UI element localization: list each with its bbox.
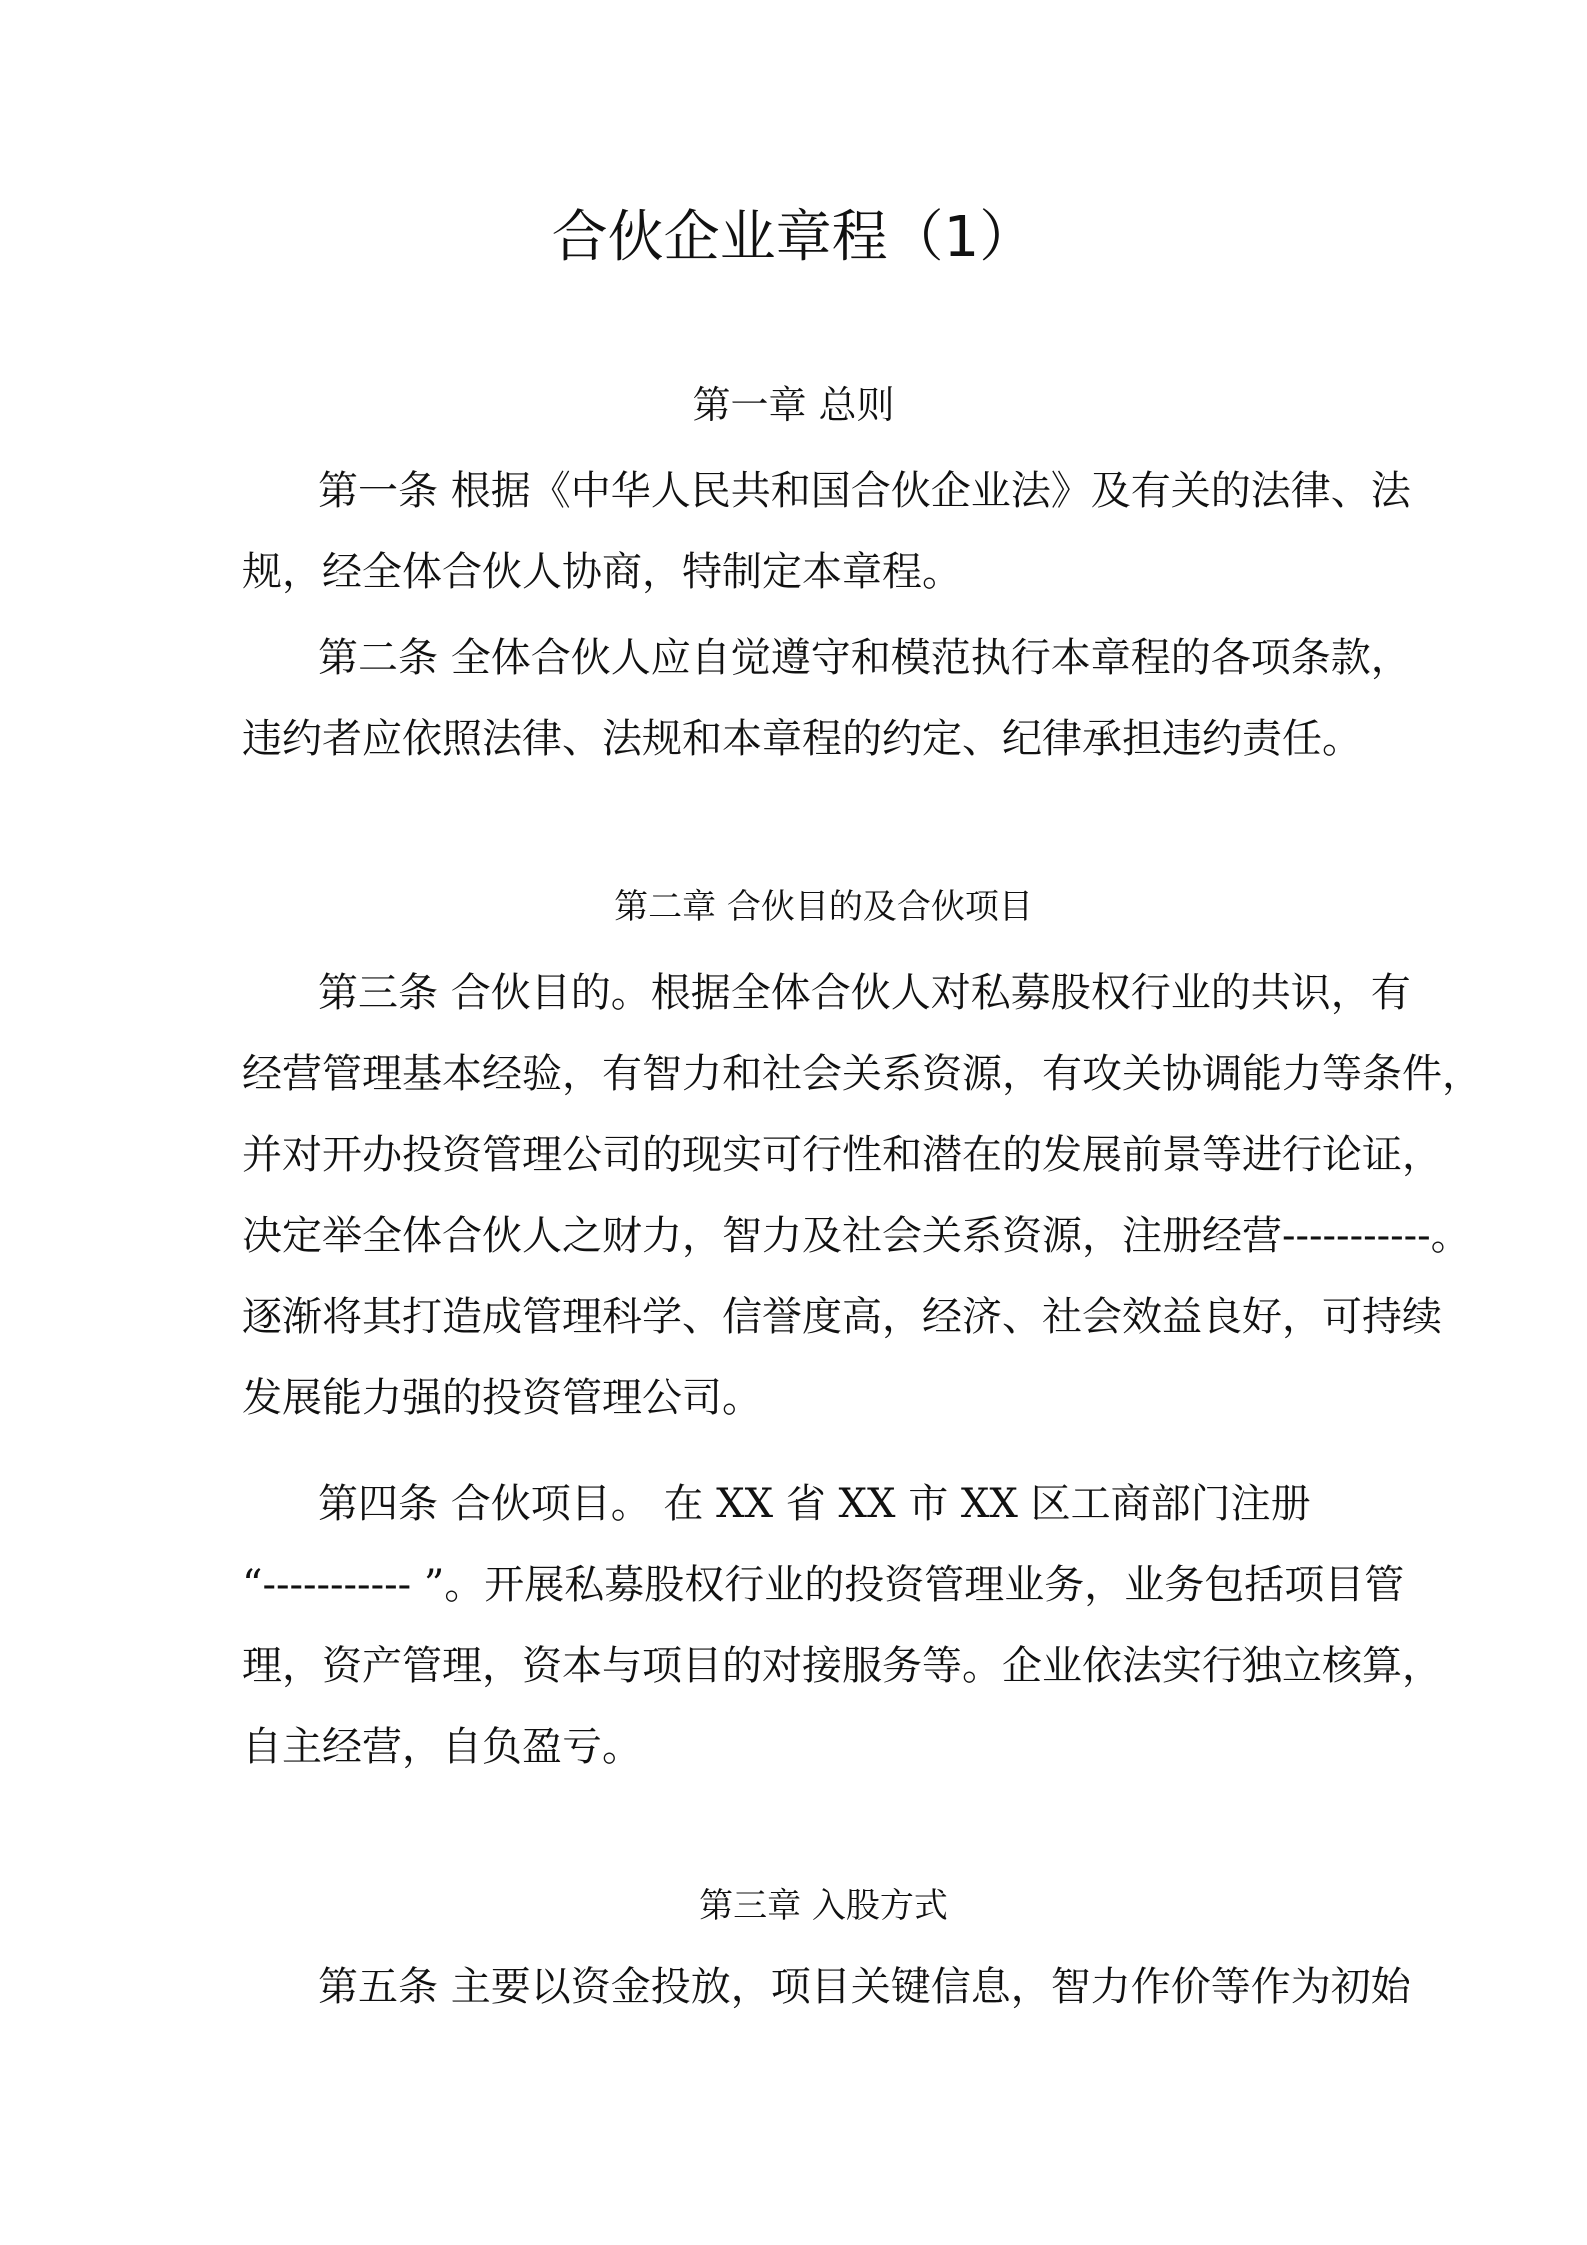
chapter-2-heading: 第二章 合伙目的及合伙项目 (614, 887, 1033, 927)
article-1 (242, 451, 1411, 613)
text-line: 自主经营，自负盈亏。 (242, 1724, 642, 1770)
text-line: 第一条 根据《中华人民共和国合伙企业法》及有关的法律、法 (318, 468, 1411, 514)
text-line: 第三条 合伙目的。根据全体合伙人对私募股权行业的共识，有 (318, 970, 1411, 1016)
text-line: 经营管理基本经验，有智力和社会关系资源，有攻关协调能力等条件， (242, 1051, 1482, 1097)
text-line: 违约者应依照法律、法规和本章程的约定、纪律承担违约责任。 (242, 716, 1362, 762)
text-line: 第四条 合伙项目。 在 XX 省 XX 市 XX 区工商部门注册 (318, 1481, 1311, 1527)
text-line: “----------- ”。开展私募股权行业的投资管理业务，业务包括项目管 (242, 1562, 1405, 1608)
chapter-3-heading: 第三章 入股方式 (699, 1886, 948, 1926)
text-line: 逐渐将其打造成管理科学、信誉度高，经济、社会效益良好，可持续 (242, 1294, 1442, 1340)
document-title: 合伙企业章程（1） (551, 205, 1036, 270)
article-4 (242, 1464, 1442, 1788)
text-line: 并对开办投资管理公司的现实可行性和潜在的发展前景等进行论证， (242, 1132, 1442, 1178)
article-2 (242, 618, 1411, 780)
text-line: 决定举全体合伙人之财力，智力及社会关系资源，注册经营-----------。 (242, 1213, 1471, 1259)
text-line: 第二条 全体合伙人应自觉遵守和模范执行本章程的各项条款， (318, 635, 1411, 681)
text-line: 第五条 主要以资金投放，项目关键信息，智力作价等作为初始 (318, 1964, 1411, 2010)
article-5 (242, 1947, 1411, 2028)
text-line: 理，资产管理，资本与项目的对接服务等。企业依法实行独立核算， (242, 1643, 1442, 1689)
article-3 (242, 953, 1482, 1439)
text-line: 发展能力强的投资管理公司。 (242, 1375, 762, 1421)
text-line: 规，经全体合伙人协商，特制定本章程。 (242, 549, 962, 595)
chapter-1-heading: 第一章 总则 (692, 383, 895, 427)
